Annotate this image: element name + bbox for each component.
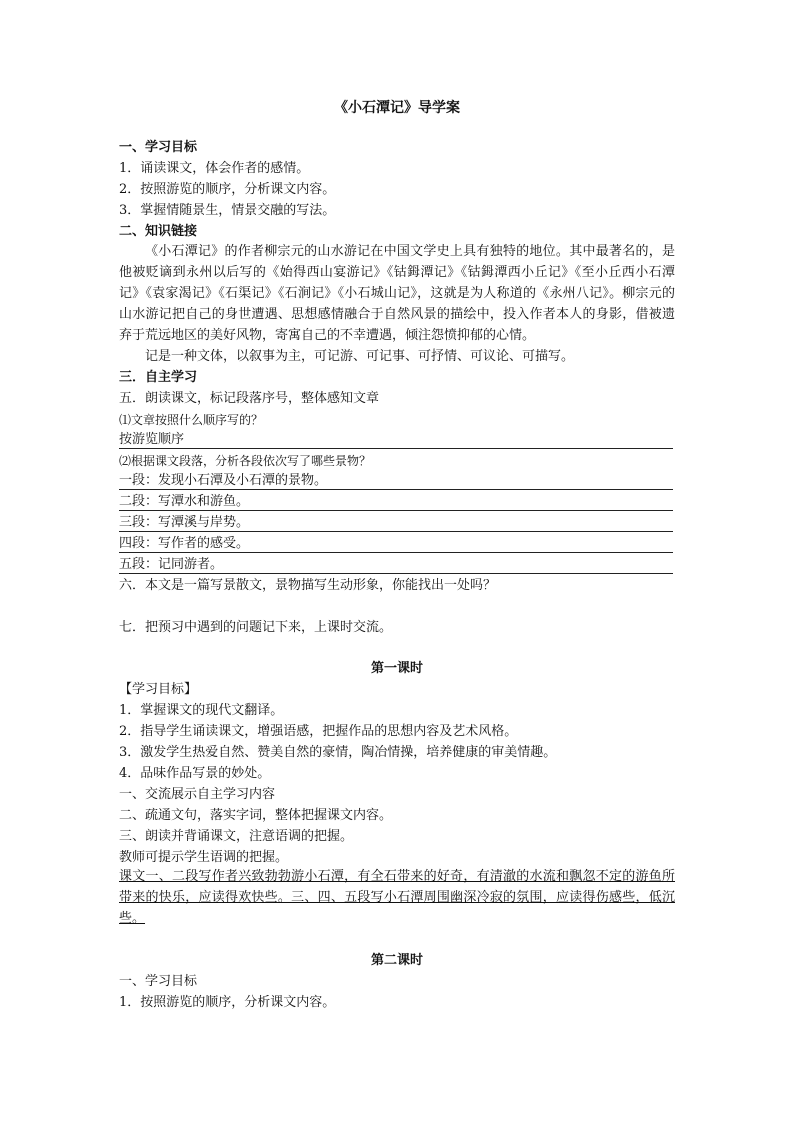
segment-line: 一段：发现小石潭及小石潭的景物。 bbox=[119, 472, 673, 490]
genre-paragraph: 记是一种文体，以叙事为主，可记游、可记事、可抒情、可议论、可描写。 bbox=[145, 349, 575, 364]
task-five: 五．朗读课文，标记段落序号，整体感知文章 bbox=[119, 391, 380, 406]
page-title: 《小石潭记》导学案 bbox=[334, 100, 460, 116]
segment-line: 三段：写潭溪与岸势。 bbox=[119, 514, 673, 532]
task-six: 六．本文是一篇写景散文，景物描写生动形象，你能找出一处吗？ bbox=[119, 578, 497, 593]
lesson-2-goal: 1．按照游览的顺序，分析课文内容。 bbox=[119, 995, 336, 1010]
segment-line: 四段：写作者的感受。 bbox=[119, 535, 673, 553]
reading-tone-note: 课文一、二段写作者兴致勃勃游小石潭，有全石带来的好奇，有清澈的水流和飘忽不定的游鱼所带来的快乐，应读得欢快些。三、四、五段写小石潭周围幽深冷寂的氛围，应读得伤感些，低沉些。 bbox=[119, 869, 675, 926]
lesson-1-step: 二、疏通文句，落实字词，整体把握课文内容。 bbox=[119, 808, 393, 823]
segment-line: 五段：记同游者。 bbox=[119, 556, 673, 574]
task-seven: 七．把预习中遇到的问题记下来，上课时交流。 bbox=[119, 620, 393, 635]
section-heading-knowledge: 二、知识链接 bbox=[119, 224, 198, 239]
goal-item: 3．掌握情随景生，情景交融的写法。 bbox=[119, 203, 336, 218]
lesson-1-goal: 3．激发学生热爱自然、赞美自然的豪情，陶冶情操，培养健康的审美情趣。 bbox=[119, 745, 557, 760]
lesson-1-goal-heading: 【学习目标】 bbox=[119, 682, 198, 697]
lesson-1-goal: 4．品味作品写景的妙处。 bbox=[119, 766, 271, 781]
section-heading-self-study: 三．自主学习 bbox=[119, 370, 198, 385]
lesson-1-title: 第一课时 bbox=[370, 661, 423, 676]
lesson-1-goal: 1．掌握课文的现代文翻译。 bbox=[119, 703, 284, 718]
lesson-2-title: 第二课时 bbox=[370, 953, 423, 968]
goal-item: 1．诵读课文，体会作者的感情。 bbox=[119, 161, 310, 176]
answer-line-1: 按游览顺序 bbox=[119, 431, 673, 449]
question-2: ⑵根据课文段落，分析各段依次写了哪些景物？ bbox=[119, 454, 372, 468]
lesson-1-step: 一、交流展示自主学习内容 bbox=[119, 787, 276, 802]
lesson-2-goal-heading: 一、学习目标 bbox=[119, 974, 198, 989]
knowledge-paragraph: 《小石潭记》的作者柳宗元的山水游记在中国文学史上具有独特的地位。其中最著名的，是他被贬谪到永州以后写的《始得西山宴游记》《钴鉧潭记》《钴鉧潭西小丘记》《至小丘西小石潭记》《袁家渴记》《石渠记》《石涧记》《小石城山记》，这就是为人称道的《永州八记》。柳宗元的山水游记把自己的身世遭遇、思想感情融合于自然风景的描绘中，投入作者本人的身影，借被遗弃于荒远地区的美好风物，寄寓自己的不幸遭遇，倾注怨愤抑郁的心情。 bbox=[119, 244, 675, 343]
lesson-1-goal: 2．指导学生诵读课文，增强语感，把握作品的思想内容及艺术风格。 bbox=[119, 724, 518, 739]
lesson-1-step: 教师可提示学生语调的把握。 bbox=[119, 850, 289, 865]
section-heading-goals: 一、学习目标 bbox=[119, 140, 198, 155]
lesson-1-step: 三、朗读并背诵课文，注意语调的把握。 bbox=[119, 829, 354, 844]
segment-line: 二段：写潭水和游鱼。 bbox=[119, 493, 673, 511]
goal-item: 2．按照游览的顺序，分析课文内容。 bbox=[119, 182, 336, 197]
question-1: ⑴文章按照什么顺序写的？ bbox=[119, 413, 264, 427]
